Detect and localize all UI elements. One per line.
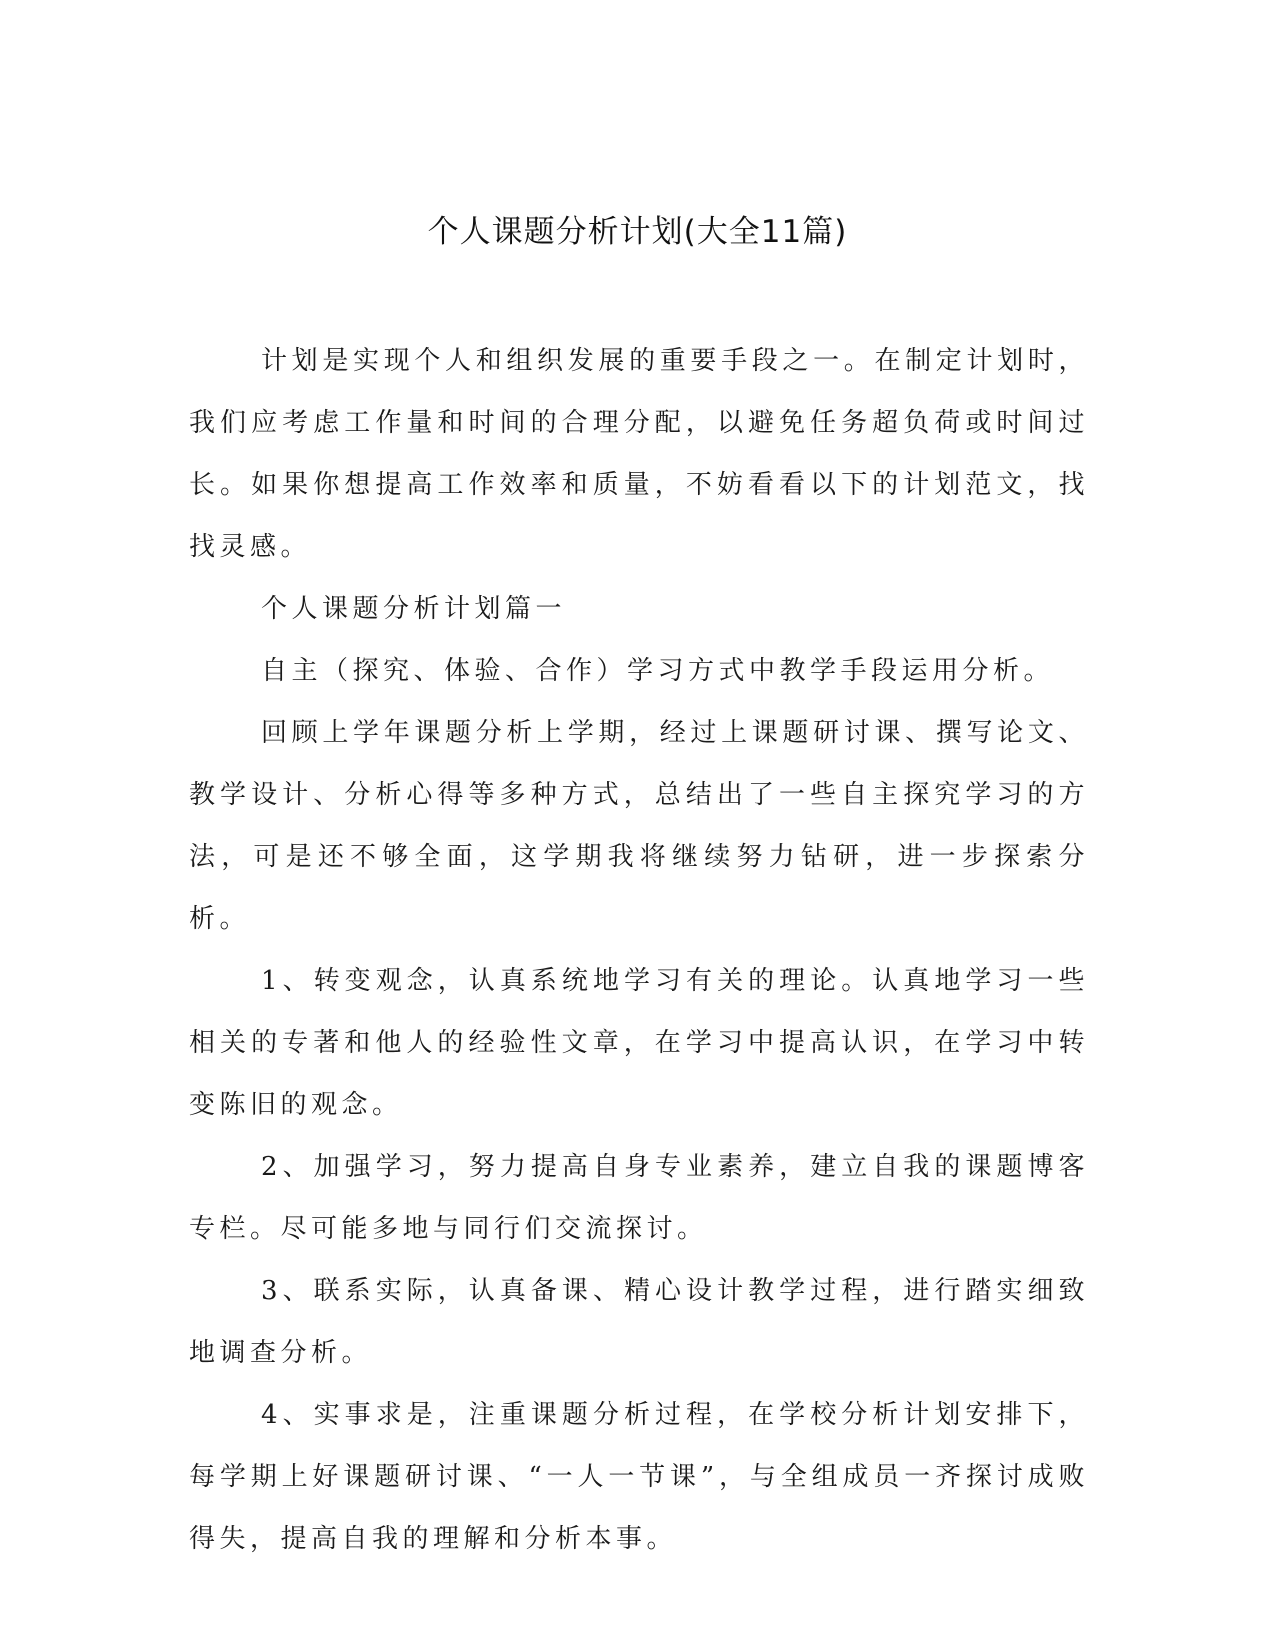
- list-item: 2、加强学习，努力提高自身专业素养，建立自我的课题博客专栏。尽可能多地与同行们交流探讨。: [189, 1152, 1089, 1244]
- section-heading: 个人课题分析计划篇一: [261, 594, 567, 624]
- list-item: 4、实事求是，注重课题分析过程，在学校分析计划安排下，每学期上好课题研讨课、“一人一节课”，与全组成员一齐探讨成败得失，提高自我的理解和分析本事。: [189, 1400, 1089, 1554]
- intro-paragraph: 计划是实现个人和组织发展的重要手段之一。在制定计划时，我们应考虑工作量和时间的合理分配，以避免任务超负荷或时间过长。如果你想提高工作效率和质量，不妨看看以下的计划范文，找找灵感。: [189, 346, 1089, 562]
- list-item: 1、转变观念，认真系统地学习有关的理论。认真地学习一些相关的专著和他人的经验性文章，在学习中提高认识，在学习中转变陈旧的观念。: [189, 966, 1089, 1120]
- review-paragraph: 回顾上学年课题分析上学期，经过上课题研讨课、撰写论文、教学设计、分析心得等多种方式，总结出了一些自主探究学习的方法，可是还不够全面，这学期我将继续努力钻研，进一步探索分析。: [189, 718, 1089, 934]
- list-item: 3、联系实际，认真备课、精心设计教学过程，进行踏实细致地调查分析。: [189, 1276, 1089, 1368]
- document-body: [189, 330, 1089, 1570]
- topic-paragraph: 自主（探究、体验、合作）学习方式中教学手段运用分析。: [261, 656, 1055, 686]
- document-title: 个人课题分析计划(大全11篇): [427, 214, 848, 250]
